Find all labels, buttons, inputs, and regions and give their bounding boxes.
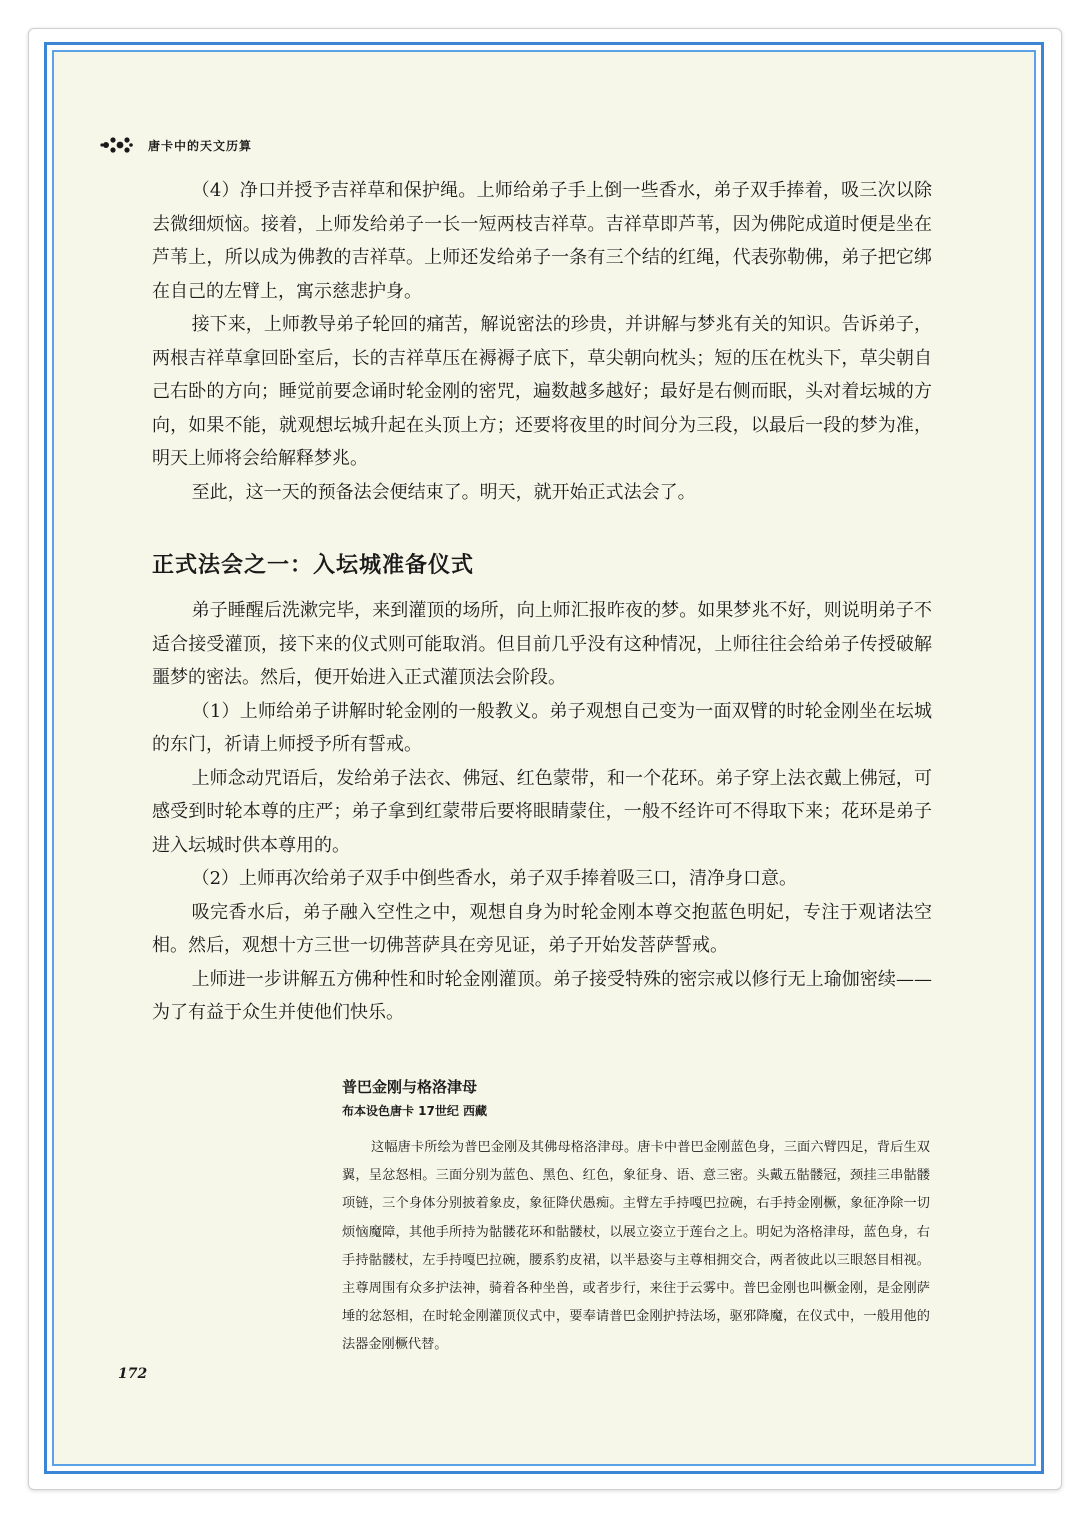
paragraph: 至此，这一天的预备法会便结束了。明天，就开始正式法会了。 (191, 481, 696, 503)
paragraph: （1）上师给弟子讲解时轮金刚的一般教义。弟子观想自己变为一面双臂的时轮金刚坐在坛城的东门，祈请上师授予所有誓戒。 (152, 700, 932, 755)
caption-subtitle: 布本设色唐卡 17世纪 西藏 (342, 1104, 488, 1118)
paragraph: 接下来，上师教导弟子轮回的痛苦，解说密法的珍贵，并讲解与梦兆有关的知识。告诉弟子，两根吉祥草拿回卧室后，长的吉祥草压在褥褥子底下，草尖朝向枕头；短的压在枕头下，草尖朝自己右卧的方向；睡觉前要念诵时轮金刚的密咒，遍数越多越好；最好是右侧而眠，头对着坛城的方向，如果不能，就观想坛城升起在头顶上方；还要将夜里的时间分为三段，以最后一段的梦为准，明天上师将会给解释梦兆。 (152, 314, 932, 469)
running-header (100, 132, 252, 158)
paragraph: 吸完香水后，弟子融入空性之中，观想自身为时轮金刚本尊交抱蓝色明妃，专注于观诸法空相。然后，观想十方三世一切佛菩萨具在旁见证，弟子开始发菩萨誓戒。 (152, 901, 932, 956)
body-text-top (152, 174, 932, 509)
paragraph: 上师念动咒语后，发给弟子法衣、佛冠、红色蒙带，和一个花环。弟子穿上法衣戴上佛冠，可感受到时轮本尊的庄严；弟子拿到红蒙带后要将眼睛蒙住，一般不经许可不得取下来；花环是弟子进入坛城时供本尊用的。 (152, 767, 932, 856)
page-number: 172 (118, 1366, 148, 1382)
caption-paragraph: 这幅唐卡所绘为普巴金刚及其佛母格洛津母。唐卡中普巴金刚蓝色身，三面六臂四足，背后生双翼，呈忿怒相。三面分别为蓝色、黑色、红色，象征身、语、意三密。头戴五骷髅冠，颈挂三串骷髅项链，三个身体分别披着象皮，象征降伏愚痴。主臂左手持嘎巴拉碗，右手持金刚橛，象征净除一切烦恼魔障，其他手所持为骷髅花环和骷髅杖，以展立姿立于莲台之上。明妃为洛格津母，蓝色身，右手持骷髅杖，左手持嘎巴拉碗，腰系豹皮裙，以半悬姿与主尊相拥交合，两者彼此以三眼怒目相视。主尊周围有众多护法神，骑着各种坐兽，或者步行，来往于云雾中。普巴金刚也叫橛金刚，是金刚萨埵的忿怒相，在时轮金刚灌顶仪式中，要奉请普巴金刚护持法场，驱邪降魔，在仪式中，一般用他的法器金刚橛代替。 (342, 1140, 930, 1353)
paragraph: 上师进一步讲解五方佛种性和时轮金刚灌顶。弟子接受特殊的密宗戒以修行无上瑜伽密续——为了有益于众生并使他们快乐。 (152, 968, 932, 1023)
ornament-icon (100, 134, 134, 156)
paragraph: （2）上师再次给弟子双手中倒些香水，弟子双手捧着吸三口，清净身口意。 (191, 868, 798, 889)
body-text-section (152, 594, 932, 1030)
section-heading: 正式法会之一：入坛城准备仪式 (152, 553, 475, 578)
caption-title: 普巴金刚与格洛津母 (342, 1078, 478, 1096)
caption-body (342, 1134, 930, 1360)
paragraph: 弟子睡醒后洗漱完毕，来到灌顶的场所，向上师汇报昨夜的梦。如果梦兆不好，则说明弟子不适合接受灌顶，接下来的仪式则可能取消。但目前几乎没有这种情况，上师往往会给弟子传授破解噩梦的密法。然后，便开始进入正式灌顶法会阶段。 (152, 600, 932, 688)
running-header-title: 唐卡中的天文历算 (148, 138, 253, 153)
paragraph: （4）净口并授予吉祥草和保护绳。上师给弟子手上倒一些香水，弟子双手捧着，吸三次以除去微细烦恼。接着，上师发给弟子一长一短两枝吉祥草。吉祥草即芦苇，因为佛陀成道时便是坐在芦苇上，所以成为佛教的吉祥草。上师还发给弟子一条有三个结的红绳，代表弥勒佛，弟子把它绑在自己的左臂上，寓示慈悲护身。 (152, 180, 932, 302)
